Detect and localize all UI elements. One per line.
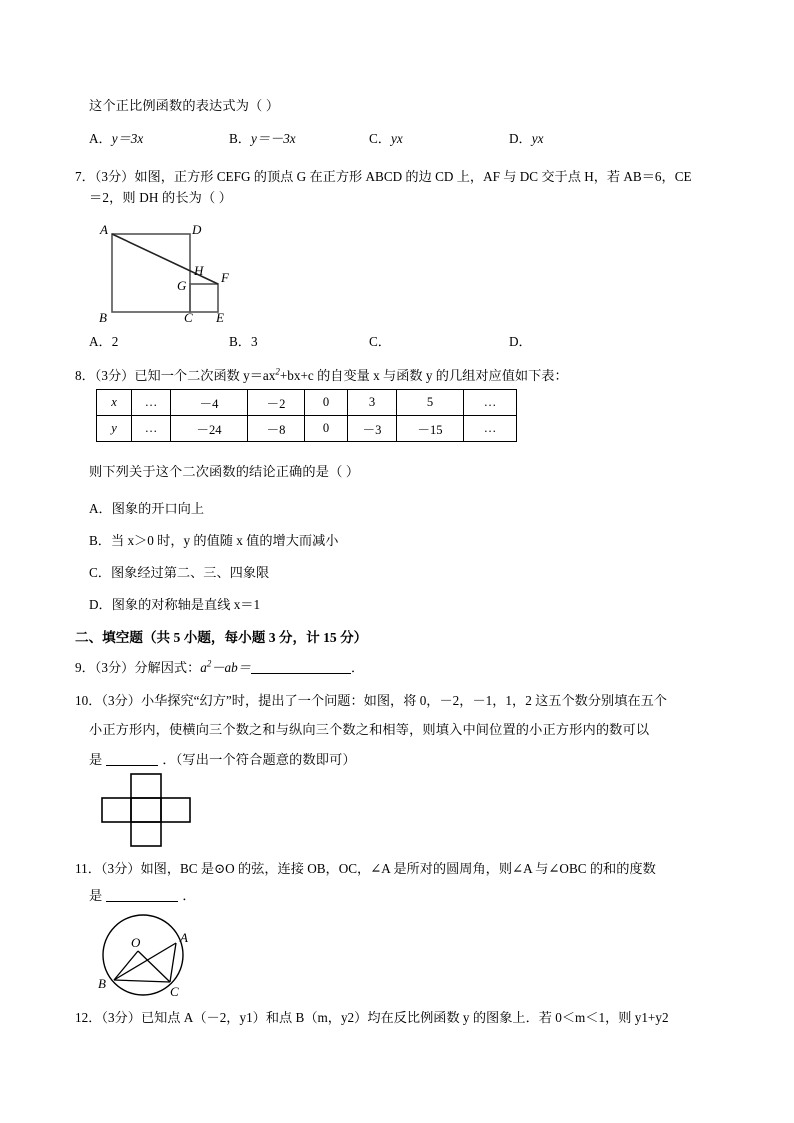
q7-label-G: G — [177, 278, 187, 293]
q11-answer-blank[interactable] — [106, 888, 178, 902]
q7-label-C: C — [184, 310, 193, 324]
q11-line2-pre: 是 — [89, 888, 103, 903]
q10-line3-post: ．（写出一个符合题意的数即可） — [162, 752, 356, 767]
q6-option-c-text: yx — [390, 131, 403, 146]
q8-option-d-text: 图象的对称轴是直线 x＝1 — [111, 597, 261, 612]
q10-figure — [100, 772, 200, 848]
q11-line2-post: ． — [182, 888, 196, 903]
q8-option-a-text: 图象的开口向上 — [111, 501, 205, 516]
q9-line — [75, 657, 364, 676]
q6-option-a-letter: A． — [89, 131, 112, 146]
cell-y-2: －8 — [248, 416, 305, 442]
q7-option-c-letter: C． — [369, 334, 391, 349]
q11-line1: 如图，BC 是⊙O 的弦，连接 OB，OC，∠A 是所对的圆周角，则∠A 与∠OBC 的和的度数 — [140, 861, 656, 876]
q7-option-b-text: 3 — [250, 334, 258, 349]
q8-number — [75, 365, 568, 384]
q10-line3-pre: 是 — [89, 752, 103, 767]
cell-x-3: 0 — [305, 390, 348, 416]
q8-option-d[interactable] — [89, 594, 260, 613]
q9-answer-blank[interactable] — [251, 660, 351, 674]
q8-option-c-text: 图象经过第二、三、四象限 — [110, 565, 270, 580]
q6-option-d[interactable] — [509, 128, 543, 147]
q7-label-D: D — [192, 222, 202, 237]
cell-x-dots-right: … — [464, 390, 517, 416]
q8-option-a-letter: A． — [89, 501, 112, 516]
q7-figure — [88, 222, 248, 324]
q7-option-c[interactable] — [369, 331, 391, 350]
cell-y-dots-left: … — [132, 416, 171, 442]
q8-stem-exponent: 2 — [275, 366, 280, 377]
q6-option-b[interactable] — [229, 128, 296, 147]
q8-score: （3分） — [94, 368, 135, 383]
q12-number — [75, 1007, 669, 1026]
cell-y-3: 0 — [305, 416, 348, 442]
q7-option-a-text: 2 — [111, 334, 119, 349]
q10-number — [75, 690, 667, 709]
q11-label-O: O — [131, 935, 141, 950]
q6-option-d-letter: D． — [509, 131, 532, 146]
q8-option-b[interactable] — [89, 530, 338, 549]
q9-expr-exponent: 2 — [206, 658, 212, 669]
q11-figure — [88, 910, 210, 1000]
q8-option-a[interactable] — [89, 498, 204, 517]
q7-label-E: E — [216, 310, 224, 324]
q11-number-text: 11． — [75, 861, 101, 876]
cell-y-4: －3 — [348, 416, 397, 442]
q12-number-text: 12． — [75, 1010, 102, 1025]
q7-number — [75, 166, 692, 185]
cell-x-label: x — [97, 390, 132, 416]
table-row — [97, 390, 517, 416]
q7-option-b[interactable] — [229, 331, 258, 350]
q8-option-b-letter: B． — [89, 533, 111, 548]
q12-line1: 已知点 A（－2，y1）和点 B（m，y2）均在反比例函数 y 的图象上．若 0＜m＜1，则 y1+y2 — [140, 1010, 669, 1025]
q6-option-a[interactable] — [89, 128, 143, 147]
cell-x-dots-left: … — [132, 390, 171, 416]
q11-line2 — [89, 888, 196, 905]
q11-label-B: B — [98, 976, 106, 991]
table-row — [97, 416, 517, 442]
q7-option-a-letter: A． — [89, 334, 112, 349]
section-2-title: 二、填空题（共 5 小题，每小题 3 分，计 15 分） — [75, 630, 368, 645]
q10-answer-blank[interactable] — [106, 752, 158, 766]
q6-option-c[interactable] — [369, 128, 403, 147]
cell-y-dots-right: … — [464, 416, 517, 442]
q10-number-text: 10． — [75, 693, 102, 708]
cell-y-5: －15 — [397, 416, 464, 442]
q8-option-d-letter: D． — [89, 597, 112, 612]
q7-option-b-letter: B． — [229, 334, 251, 349]
q9-number-text: 9． — [75, 660, 95, 675]
cell-x-1: －4 — [171, 390, 248, 416]
q7-number-text: 7． — [75, 169, 95, 184]
q7-option-d-letter: D． — [509, 334, 532, 349]
q7-label-H: H — [194, 263, 204, 278]
q8-stem-part1: 已知一个二次函数 y＝ax — [134, 368, 276, 383]
q6-option-b-letter: B． — [229, 131, 251, 146]
q11-score: （3分） — [100, 861, 141, 876]
q7-label-A: A — [100, 222, 108, 237]
q6-option-a-text: y＝3x — [111, 131, 144, 146]
q10-line3 — [89, 752, 356, 769]
q9-text-pre: 分解因式： — [134, 660, 201, 675]
q11-label-C: C — [170, 984, 179, 999]
q8-option-c-letter: C． — [89, 565, 111, 580]
q6-option-d-text: yx — [531, 131, 544, 146]
q8-number-text: 8． — [75, 368, 95, 383]
q8-prompt: 则下列关于这个二次函数的结论正确的是（ ） — [89, 464, 360, 479]
q7-option-d[interactable] — [509, 331, 532, 350]
q8-option-c[interactable] — [89, 562, 269, 581]
q11-label-A: A — [180, 930, 188, 945]
q6-option-c-letter: C． — [369, 131, 391, 146]
q12-score: （3分） — [101, 1010, 141, 1025]
q6-option-b-text: y＝－3x — [250, 131, 296, 146]
q9-expr-base: a — [200, 660, 207, 675]
cell-y-1: －24 — [171, 416, 248, 442]
q10-score: （3分） — [101, 693, 141, 708]
q8-stem-part2: +bx+c 的自变量 x 与函数 y 的几组对应值如下表： — [279, 368, 568, 383]
q7-label-F: F — [221, 270, 229, 285]
q8-value-table — [96, 389, 517, 442]
q7-option-a[interactable] — [89, 331, 118, 350]
q11-number — [75, 858, 656, 877]
q7-line1: 如图，正方形 CEFG 的顶点 G 在正方形 ABCD 的边 CD 上，AF 与 DC 交于点 H，若 AB＝6，CE — [134, 169, 692, 184]
q10-line1: 小华探究“幻方”时，提出了一个问题：如图，将 0，－2，－1，1，2 这五个数分别填在五个 — [140, 693, 667, 708]
q9-expr-rest: －ab＝ — [211, 660, 251, 675]
q9-period: ． — [350, 660, 365, 675]
q10-line2: 小正方形内，使横向三个数之和与纵向三个数之和相等，则填入中间位置的小正方形内的数可以 — [89, 722, 650, 737]
q7-label-B: B — [99, 310, 107, 324]
q6-stem: 这个正比例函数的表达式为（ ） — [89, 98, 280, 113]
q7-line2: ＝2，则 DH 的长为（ ） — [89, 190, 233, 205]
cell-y-label: y — [97, 416, 132, 442]
cell-x-5: 5 — [397, 390, 464, 416]
q7-score: （3分） — [94, 169, 135, 184]
q9-score: （3分） — [94, 660, 135, 675]
q8-option-b-text: 当 x＞0 时，y 的值随 x 值的增大而减小 — [110, 533, 339, 548]
cell-x-2: －2 — [248, 390, 305, 416]
cell-x-4: 3 — [348, 390, 397, 416]
